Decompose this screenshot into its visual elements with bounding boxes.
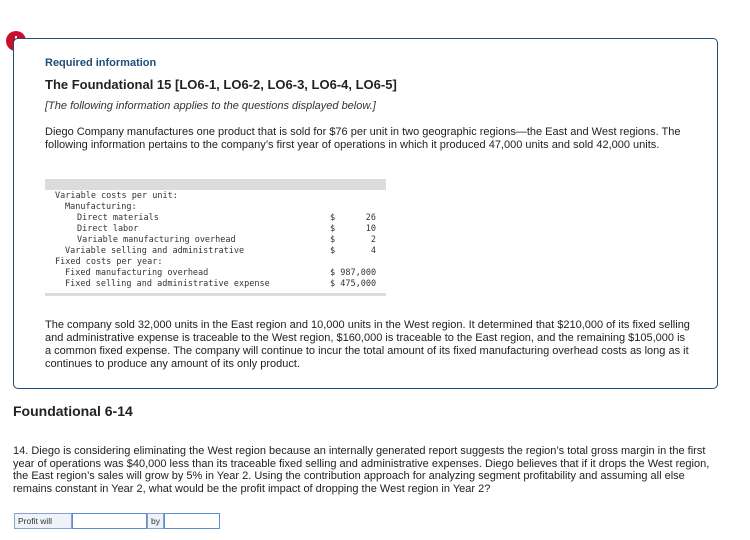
section-title: Foundational 6-14 xyxy=(13,403,133,419)
row-label: Fixed selling and administrative expense xyxy=(65,279,270,289)
required-information-panel xyxy=(13,38,718,389)
manufacturing-header: Manufacturing: xyxy=(65,202,137,212)
profit-will-label: Profit will xyxy=(14,513,72,529)
row-value: 10 xyxy=(365,224,376,234)
table-header-bar xyxy=(45,179,386,190)
table-row xyxy=(45,224,386,235)
table-row xyxy=(45,268,386,279)
row-value: $ 987,000 xyxy=(330,268,377,278)
row-label: Direct materials xyxy=(77,213,159,223)
table-row xyxy=(45,202,386,213)
row-label: Variable selling and administrative xyxy=(65,246,245,256)
row-dollar: $ xyxy=(330,213,336,223)
table-row xyxy=(45,191,386,202)
table-row xyxy=(45,246,386,257)
row-value: 2 xyxy=(370,235,376,245)
question-text: 14. Diego is considering eliminating the West region because an internally generated report suggests the region’s total gross margin in the first year of operations was $40,000 less than its traceable fixed selling and administrative expenses. Diego believes that if it drops the West region, the East region’s sales will grow by 5% in Year 2. Using the contribution approach for analyzing segment profitability and assuming all else remains constant in Year 2, what would be the profit impact of dropping the West region in Year 2? xyxy=(13,445,710,495)
fixed-costs-header: Fixed costs per year: xyxy=(55,257,163,267)
cost-table xyxy=(45,179,386,293)
required-information-label: Required information xyxy=(45,57,157,69)
row-dollar: $ xyxy=(330,235,336,245)
profit-direction-dropdown[interactable] xyxy=(72,513,147,529)
table-footer-bar xyxy=(45,293,386,296)
variable-costs-header: Variable costs per unit: xyxy=(55,191,178,201)
intro-paragraph: Diego Company manufactures one product that is sold for $76 per unit in two geographic regions—the East and West regions. The following information pertains to the company’s first year of operations in which it produced 47,000 units and sold 42,000 units. xyxy=(45,126,681,151)
row-dollar: $ xyxy=(330,246,336,256)
applies-note: [The following information applies to the questions displayed below.] xyxy=(45,100,376,112)
table-row xyxy=(45,257,386,268)
table-row xyxy=(45,235,386,246)
row-label: Variable manufacturing overhead xyxy=(77,235,236,245)
row-label: Fixed manufacturing overhead xyxy=(65,268,209,278)
profit-amount-input[interactable] xyxy=(164,513,220,529)
by-label: by xyxy=(147,513,164,529)
row-value: 26 xyxy=(365,213,376,223)
row-dollar: $ xyxy=(330,224,336,234)
regions-paragraph: The company sold 32,000 units in the East region and 10,000 units in the West region. It determined that $210,000 of its fixed selling and administrative expense is traceable to the West region, $160,000 is traceable to the East region, and the remaining $105,000 is a common fixed expense. The company will continue to incur the total amount of its fixed manufacturing overhead costs as long as it continues to produce any amount of its only product. xyxy=(45,319,690,370)
row-label: Direct labor xyxy=(77,224,139,234)
row-value: 4 xyxy=(370,246,376,256)
table-row xyxy=(45,279,386,290)
problem-title: The Foundational 15 [LO6-1, LO6-2, LO6-3, LO6-4, LO6-5] xyxy=(45,77,397,92)
row-value: $ 475,000 xyxy=(330,279,377,289)
table-row xyxy=(45,213,386,224)
